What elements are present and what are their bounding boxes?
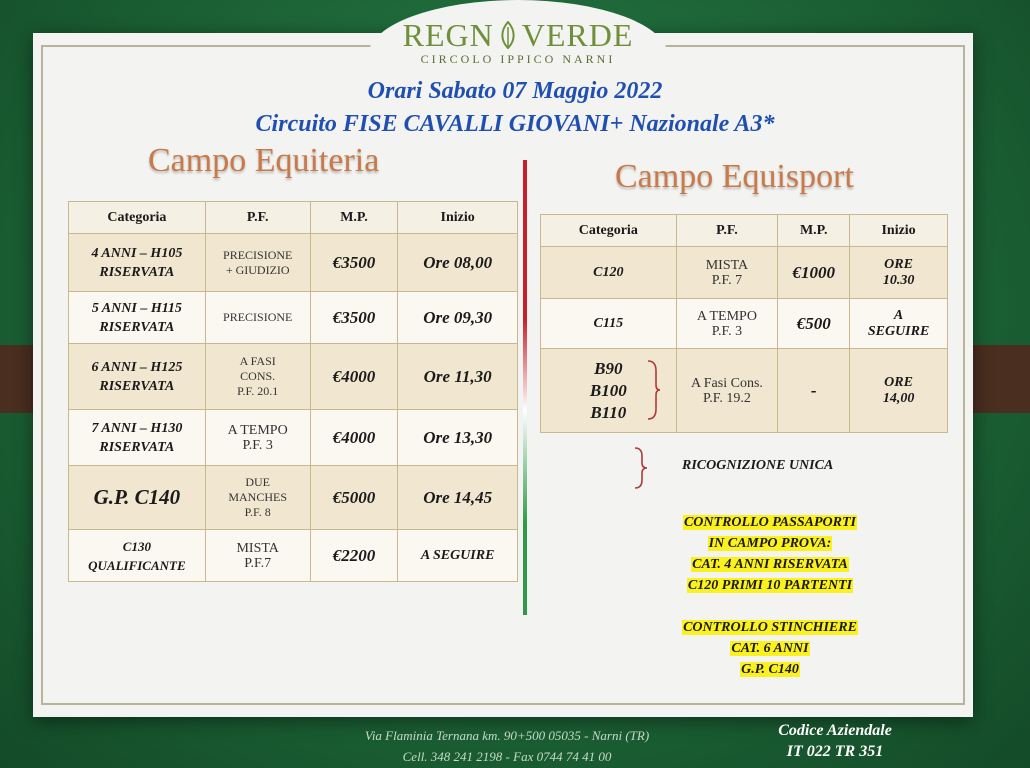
table-header-row xyxy=(69,202,518,234)
contacts-line: Cell. 348 241 2198 - Fax 0744 74 41 00 xyxy=(402,749,612,764)
codice-label: Codice Aziendale xyxy=(778,722,892,739)
notice-line: CONTROLLO PASSAPORTI xyxy=(683,515,857,530)
row-inizio: ORE xyxy=(884,256,913,272)
header-pf: P.F. xyxy=(676,215,778,247)
row-mp: €4000 xyxy=(310,410,398,466)
header-mp: M.P. xyxy=(778,215,850,247)
row-category: B100 xyxy=(589,380,627,400)
ricognizione-unica: RICOGNIZIONE UNICA xyxy=(682,458,834,473)
header-inizio: Inizio xyxy=(398,202,518,234)
row-pf: A Fasi Cons. xyxy=(690,375,763,391)
row-category-sub: RISERVATA xyxy=(99,264,175,280)
row-inizio: 10.30 xyxy=(882,272,915,288)
row-pf: P.F.7 xyxy=(244,555,272,571)
notice-passaporti xyxy=(600,512,940,596)
row-pf: PRECISIONE xyxy=(223,310,293,324)
notice-line: C120 PRIMI 10 PARTENTI xyxy=(687,578,853,593)
row-category: C115 xyxy=(541,299,677,349)
row-pf: P.F. 20.1 xyxy=(237,384,279,398)
row-pf: + GIUDIZIO xyxy=(225,262,290,277)
table-row xyxy=(541,349,948,433)
header-inizio: Inizio xyxy=(850,215,948,247)
footer-address xyxy=(322,725,692,767)
row-pf: P.F. 7 xyxy=(711,272,743,288)
table-row xyxy=(69,466,518,530)
row-pf: MISTA xyxy=(236,540,279,556)
leaf-icon xyxy=(497,21,519,49)
page-subtitle: Circuito FISE CAVALLI GIOVANI+ Nazionale A3* xyxy=(255,111,775,137)
row-pf: MISTA xyxy=(705,257,749,273)
row-inizio: SEGUIRE xyxy=(867,323,930,339)
logo-subtitle: CIRCOLO IPPICO NARNI xyxy=(420,52,616,66)
header-categoria: Categoria xyxy=(541,215,677,247)
row-category-sub: RISERVATA xyxy=(99,439,175,455)
row-category: 6 ANNI – H125 xyxy=(91,359,183,375)
row-mp: €500 xyxy=(778,299,850,349)
campo-equisport-title: Campo Equisport xyxy=(615,158,854,195)
row-category: B110 xyxy=(590,402,627,422)
header-categoria: Categoria xyxy=(69,202,206,234)
table-header-row xyxy=(541,215,948,247)
row-mp: €3500 xyxy=(310,234,398,292)
codice-aziendale xyxy=(745,720,925,762)
row-category: G.P. C140 xyxy=(69,466,206,530)
address-line: Via Flaminia Ternana km. 90+500 05035 - Narni (TR) xyxy=(364,728,650,743)
row-category: 5 ANNI – H115 xyxy=(91,300,182,316)
row-category-sub: QUALIFICANTE xyxy=(88,557,186,573)
table-row xyxy=(69,292,518,344)
brace-icon xyxy=(646,359,660,421)
row-pf: P.F. 8 xyxy=(244,505,271,519)
notice-line: G.P. C140 xyxy=(741,662,799,677)
row-pf: PRECISIONE xyxy=(223,247,293,262)
row-category: C120 xyxy=(541,247,677,299)
row-inizio: A SEGUIRE xyxy=(398,530,518,582)
row-inizio: 14,00 xyxy=(882,390,915,406)
notice-stinchiere xyxy=(600,617,940,680)
table-row xyxy=(69,530,518,582)
row-inizio: A xyxy=(893,307,904,323)
table-row xyxy=(541,247,948,299)
row-category: B90 xyxy=(594,358,623,378)
row-pf: P.F. 19.2 xyxy=(702,390,751,406)
row-pf: P.F. 3 xyxy=(711,323,743,339)
table-row xyxy=(69,234,518,292)
row-pf: A TEMPO xyxy=(227,422,288,438)
row-category-sub: RISERVATA xyxy=(99,378,175,394)
equiteria-table xyxy=(68,201,518,582)
row-pf: MANCHES xyxy=(228,490,288,504)
table-row xyxy=(69,410,518,466)
campo-equiteria-title: Campo Equiteria xyxy=(148,142,380,179)
tricolor-divider xyxy=(523,160,527,615)
row-mp: €5000 xyxy=(310,466,398,530)
row-category: 4 ANNI – H105 xyxy=(91,245,183,261)
notice-line: CAT. 4 ANNI RISERVATA xyxy=(692,557,848,572)
brace-icon xyxy=(633,446,649,490)
row-pf: A TEMPO xyxy=(696,308,757,324)
notice-line: CONTROLLO STINCHIERE xyxy=(683,620,857,635)
row-mp: €1000 xyxy=(778,247,850,299)
logo-name-right: VERDE xyxy=(521,17,634,53)
row-pf: A FASI xyxy=(239,354,276,368)
row-inizio: Ore 11,30 xyxy=(398,344,518,410)
equisport-table xyxy=(540,214,948,433)
row-pf: DUE xyxy=(245,475,271,489)
row-mp: €4000 xyxy=(310,344,398,410)
row-mp: - xyxy=(778,349,850,433)
row-inizio: Ore 13,30 xyxy=(398,410,518,466)
row-mp: €2200 xyxy=(310,530,398,582)
page-title: Orari Sabato 07 Maggio 2022 xyxy=(367,78,663,104)
row-category: C130 xyxy=(122,538,151,554)
notice-line: CAT. 6 ANNI xyxy=(731,641,809,656)
row-category-sub: RISERVATA xyxy=(99,319,175,335)
row-inizio: ORE xyxy=(884,374,913,390)
row-inizio: Ore 08,00 xyxy=(398,234,518,292)
header-mp: M.P. xyxy=(310,202,398,234)
row-category: 7 ANNI – H130 xyxy=(91,420,183,436)
logo-name-left: REGN xyxy=(402,17,494,53)
row-pf: P.F. 3 xyxy=(242,437,273,453)
header-pf: P.F. xyxy=(205,202,310,234)
row-mp: €3500 xyxy=(310,292,398,344)
table-row xyxy=(69,344,518,410)
row-pf: CONS. xyxy=(240,369,276,383)
row-inizio: Ore 09,30 xyxy=(398,292,518,344)
table-row xyxy=(541,299,948,349)
codice-value: IT 022 TR 351 xyxy=(786,743,884,760)
notice-line: IN CAMPO PROVA: xyxy=(708,536,832,551)
row-inizio: Ore 14,45 xyxy=(398,466,518,530)
logo xyxy=(388,18,648,67)
